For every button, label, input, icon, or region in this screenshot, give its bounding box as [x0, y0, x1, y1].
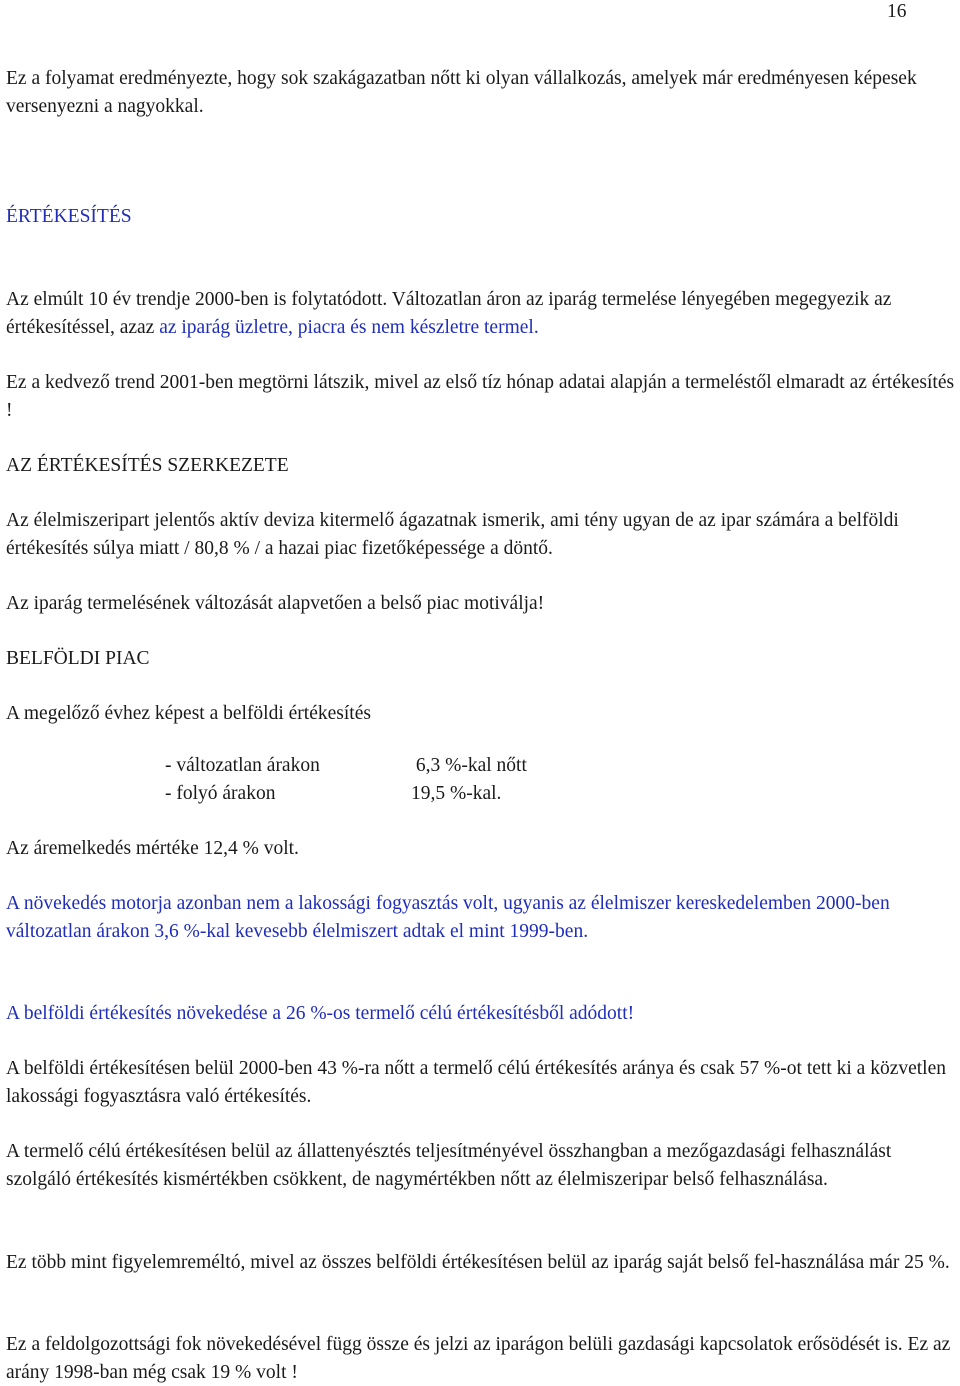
motivation-paragraph: Az iparág termelésének változását alapvetően a belső piac motiválja!	[6, 593, 545, 614]
processing-paragraph: Ez a feldolgozottsági fok növekedésével függ össze és jelzi az iparágon belüli gazdasági kapcsolatok erősödését is. Ez az arány 1998-ban még csak 19 % volt !	[6, 1334, 951, 1383]
list-item	[165, 780, 501, 808]
intro-paragraph: Ez a folyamat eredményezte, hogy sok szakágazatban nőtt ki olyan vállalkozás, amelyek már eredményesen képesek versenyezni a nagyokkal.	[6, 68, 917, 117]
list-item-value: 19,5 %-kal.	[411, 783, 502, 804]
trend-highlight: az iparág üzletre, piacra és nem készletre termel.	[159, 316, 539, 338]
structure-paragraph: Az élelmiszeripart jelentős aktív deviza kitermelő ágazatnak ismerik, ami tény ugyan de az ipar számára a belföldi értékesítés súlya miatt / 80,8 % / a hazai piac fizetőképessége a döntő.	[6, 510, 899, 559]
list-item	[165, 752, 527, 780]
trend-text: Az elmúlt 10 év trendje 2000-ben is folytatódott. Változatlan áron az iparág termelése lényegében megegyezik az értékesítéssel, azaz	[6, 289, 892, 338]
page-number: 16	[887, 1, 907, 22]
growth-engine-paragraph: A növekedés motorja azonban nem a lakossági fogyasztás volt, ugyanis az élelmiszer kereskedelemben 2000-ben változatlan árakon 3,6 %-kal kevesebb élelmiszert adtak el mint 1999-ben.	[6, 893, 890, 942]
compare-intro: A megelőző évhez képest a belföldi értékesítés	[6, 703, 371, 724]
heading-domestic: BELFÖLDI PIAC	[6, 648, 150, 669]
growth-source-paragraph: A belföldi értékesítés növekedése a 26 %-os termelő célú értékesítésből adódott!	[6, 1003, 635, 1024]
attention-paragraph: Ez több mint figyelemreméltó, mivel az összes belföldi értékesítésen belül az iparág saját belső fel-használása már 25 %.	[6, 1252, 950, 1273]
list-item-label: - változatlan árakon	[165, 755, 320, 776]
trend-paragraph	[6, 286, 956, 341]
list-item-value: 6,3 %-kal nőtt	[411, 755, 527, 776]
producer-paragraph: A termelő célú értékesítésen belül az állattenyésztés teljesítményével összhangban a mezőgazdasági felhasználást szolgáló értékesítés kismértékben csökkent, de nagymértékben nőtt az élelmiszeripar belső felhasználása.	[6, 1141, 892, 1190]
heading-sales: ÉRTÉKESÍTÉS	[6, 206, 132, 227]
heading-structure: AZ ÉRTÉKESÍTÉS SZERKEZETE	[6, 455, 289, 476]
list-item-label: - folyó árakon	[165, 783, 276, 804]
price-increase: Az áremelkedés mértéke 12,4 % volt.	[6, 838, 299, 859]
break-paragraph: Ez a kedvező trend 2001-ben megtörni látszik, mivel az első tíz hónap adatai alapján a termeléstől elmaradt az értékesítés !	[6, 372, 955, 421]
share-paragraph: A belföldi értékesítésen belül 2000-ben 43 %-ra nőtt a termelő célú értékesítés aránya és csak 57 %-ot tett ki a közvetlen lakossági fogyasztásra való értékesítés.	[6, 1058, 946, 1107]
